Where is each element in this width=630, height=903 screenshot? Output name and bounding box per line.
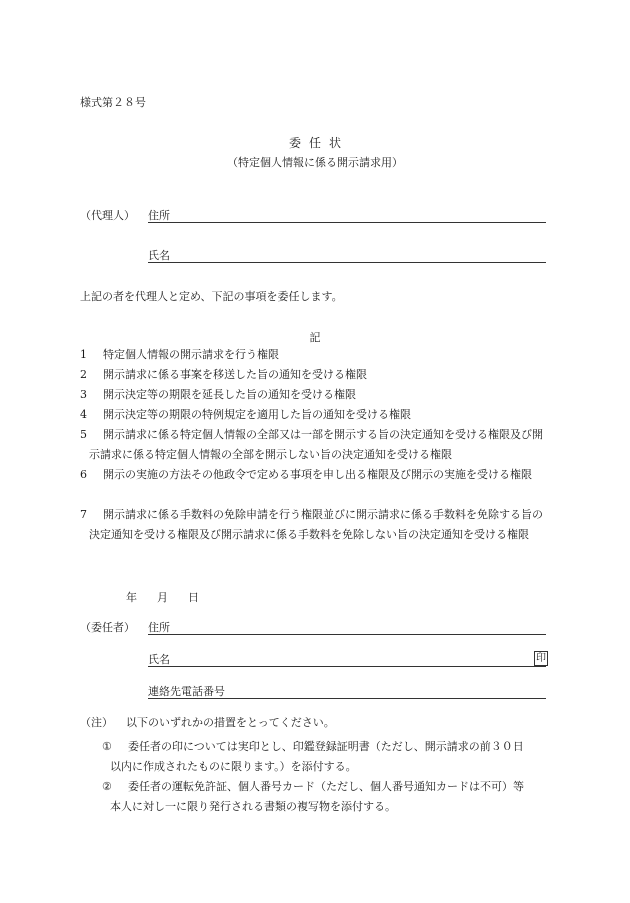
item-text: 開示請求に係る事案を移送した旨の通知を受ける権限 <box>103 368 367 381</box>
document-subtitle: （特定個人情報に係る開示請求用） <box>227 156 403 169</box>
authority-item <box>80 505 552 545</box>
item-text: 開示決定等の期限の特例規定を適用した旨の通知を受ける権限 <box>103 408 411 421</box>
note-item-mark: ① <box>102 740 112 753</box>
note-item-text: 委任者の印については実印とし、印鑑登録証明書（ただし、開示請求の前３０日 <box>128 740 524 753</box>
item-number: 4 <box>80 408 87 421</box>
principal-label: （委任者） <box>80 621 135 634</box>
document-title <box>0 137 630 149</box>
agent-name-label: 氏名 <box>148 249 170 262</box>
note-item-text: 以内に作成されたものに限ります。）を添付する。 <box>110 760 357 773</box>
title-char: 状 <box>329 136 342 150</box>
authority-item <box>80 345 552 365</box>
item-text: 開示決定等の期限を延長した旨の通知を受ける権限 <box>103 388 356 401</box>
authority-item <box>80 385 552 405</box>
date-day: 日 <box>188 591 199 604</box>
agent-label: （代理人） <box>80 209 135 222</box>
item-number: 3 <box>80 388 87 401</box>
principal-name-field[interactable] <box>148 666 546 667</box>
date-year: 年 <box>126 591 137 604</box>
note-intro: 以下のいずれかの措置をとってください。 <box>126 716 335 729</box>
form-number: 様式第２８号 <box>80 96 146 109</box>
principal-phone-label: 連絡先電話番号 <box>148 685 225 698</box>
authority-item <box>80 425 552 465</box>
agent-name-field[interactable] <box>148 262 546 263</box>
principal-address-label: 住所 <box>148 621 170 634</box>
agent-address-field[interactable] <box>148 222 546 223</box>
item-text: 開示請求に係る手数料の免除申請を行う権限並びに開示請求に係る手数料を免除する旨の決定通知を受ける権限及び開示請求に係る手数料を免除しない旨の決定通知を受ける権限 <box>89 508 543 541</box>
principal-name-label: 氏名 <box>148 653 170 666</box>
principal-address-field[interactable] <box>148 634 546 635</box>
item-number: 5 <box>80 428 87 441</box>
item-number: 1 <box>80 348 87 361</box>
authority-item <box>80 365 552 385</box>
item-text: 開示請求に係る特定個人情報の全部又は一部を開示する旨の決定通知を受ける権限及び開示請求に係る特定個人情報の全部を開示しない旨の決定通知を受ける権限 <box>89 428 543 461</box>
authority-item <box>80 405 552 425</box>
item-number: 2 <box>80 368 87 381</box>
note-item-mark: ② <box>102 780 112 793</box>
ki-heading: 記 <box>309 331 321 344</box>
note-item <box>102 737 552 777</box>
seal-mark: 印 <box>536 653 546 664</box>
item-number: 6 <box>80 468 87 481</box>
principal-phone-field[interactable] <box>148 698 546 699</box>
note-item <box>102 777 552 817</box>
title-char: 任 <box>309 136 322 150</box>
agent-address-label: 住所 <box>148 209 170 222</box>
note-item-text: 委任者の運転免許証、個人番号カード（ただし、個人番号通知カードは不可）等 <box>128 780 524 793</box>
intro-text: 上記の者を代理人と定め、下記の事項を委任します。 <box>80 290 343 303</box>
item-text: 開示の実施の方法その他政令で定める事項を申し出る権限及び開示の実施を受ける権限 <box>103 468 532 481</box>
item-text: 特定個人情報の開示請求を行う権限 <box>103 348 279 361</box>
note-item-text: 本人に対し一に限り発行される書類の複写物を添付する。 <box>110 800 396 813</box>
date-month: 月 <box>157 591 168 604</box>
date-line <box>126 592 219 603</box>
item-number: 7 <box>80 508 87 521</box>
title-char: 委 <box>289 136 302 150</box>
note-label: （注） <box>80 716 113 729</box>
authority-item <box>80 465 552 485</box>
